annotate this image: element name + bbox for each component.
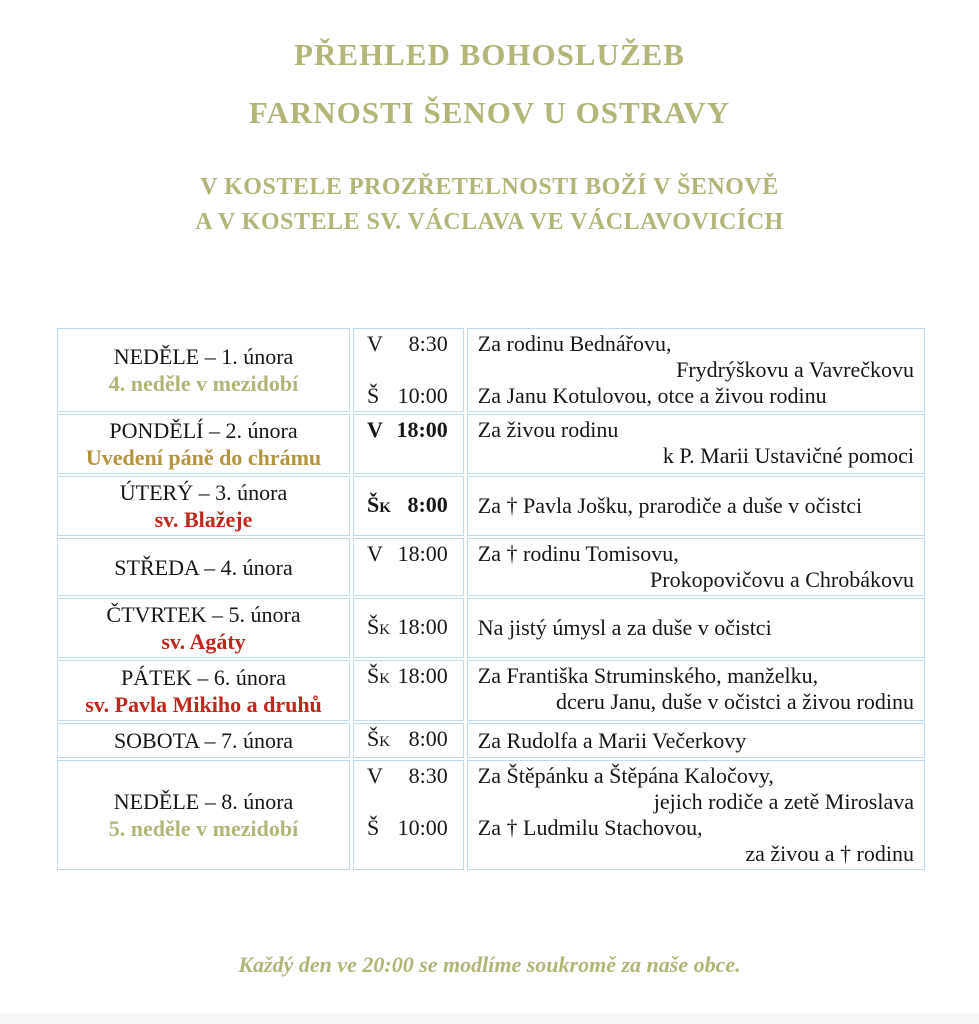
time-cell [353, 538, 464, 596]
church-letter: V [367, 331, 383, 356]
time-value: 10:00 [397, 383, 448, 408]
intention-line: za živou a † rodinu [745, 841, 914, 866]
table-row [57, 538, 925, 596]
time-value: 8:30 [408, 331, 448, 356]
church-letter: Š [367, 383, 380, 408]
time-entry [367, 417, 448, 443]
page-title-line1: PŘEHLED BOHOSLUŽEB [294, 37, 685, 72]
intention-cell [467, 660, 925, 721]
day-cell [57, 598, 350, 658]
church-letter: ŠK [367, 663, 391, 688]
intention-cell [467, 538, 925, 596]
header [0, 0, 979, 240]
day-cell [57, 538, 350, 596]
intention-line: Za rodinu Bednářovu, [477, 331, 672, 356]
time-cell [353, 723, 464, 758]
church-letter: V [367, 541, 383, 566]
feast-note: Uvedení páně do chrámu [85, 445, 322, 470]
time-cell [353, 760, 464, 870]
day-label: STŘEDA – 4. února [114, 554, 293, 580]
day-label: NEDĚLE – 8. února [113, 789, 294, 814]
day-label: PONDĚLÍ – 2. února [109, 418, 298, 443]
church-letter: V [367, 417, 383, 442]
day-cell [57, 476, 350, 536]
intention-line: Za Františka Struminského, manželku, [477, 663, 819, 688]
intention-cell [467, 414, 925, 474]
time-value: 18:00 [397, 541, 448, 566]
time-entry [367, 331, 448, 357]
feast-note: 5. neděle v mezidobí [108, 816, 299, 841]
time-spacer [367, 357, 448, 383]
intention-cell [467, 760, 925, 870]
church-letter: ŠK [367, 726, 391, 751]
intention-line: dceru Janu, duše v očistci a živou rodinu [555, 689, 914, 714]
day-cell [57, 723, 350, 758]
table-row [57, 660, 925, 721]
intention-line: Za † Ludmilu Stachovou, [477, 815, 703, 840]
day-label: SOBOTA – 7. února [113, 728, 294, 753]
intention-line: Frydrýškovu a Vavrečkovu [676, 357, 914, 382]
time-cell [353, 476, 464, 536]
day-label: PÁTEK – 6. února [121, 664, 286, 690]
time-spacer [367, 841, 448, 867]
time-value: 18:00 [397, 663, 448, 688]
feast-note: 4. neděle v mezidobí [108, 371, 299, 396]
schedule-table-body [57, 328, 925, 870]
time-value: 8:00 [408, 726, 448, 751]
day-label: NEDĚLE – 1. února [113, 344, 294, 369]
time-spacer [367, 567, 448, 593]
time-value: 18:00 [396, 417, 448, 442]
intention-line: Prokopovičovu a Chrobákovu [650, 567, 914, 592]
intention-line: Za živou rodinu [477, 417, 619, 442]
intention-line: Na jistý úmysl a za duše v očistci [477, 615, 772, 640]
subtitle-line2: A V KOSTELE SV. VÁCLAVA VE VÁCLAVOVICÍCH [195, 209, 784, 235]
intention-line: Za Rudolfa a Marii Večerkovy [477, 727, 747, 753]
intention-line: Za † rodinu Tomisovu, [477, 541, 679, 566]
day-cell [57, 328, 350, 412]
time-spacer [367, 692, 448, 718]
time-entry [367, 541, 448, 567]
time-entry [367, 492, 448, 521]
church-letter: V [367, 763, 383, 788]
time-cell [353, 660, 464, 721]
day-label: ÚTERÝ – 3. února [119, 480, 288, 505]
time-entry [367, 726, 448, 755]
schedule-table [54, 326, 928, 872]
intention-cell [467, 723, 925, 758]
day-label: ČTVRTEK – 5. února [106, 602, 301, 627]
chapel-letter: K [379, 621, 391, 638]
subtitle-line1: V KOSTELE PROZŘETELNOSTI BOŽÍ V ŠENOVĚ [200, 174, 779, 200]
church-letter: ŠK [367, 491, 391, 517]
intention-line: Za Štěpánku a Štěpána Kaločovy, [477, 763, 774, 788]
chapel-letter: K [379, 734, 391, 750]
time-value: 18:00 [397, 613, 448, 639]
day-cell [57, 660, 350, 721]
time-spacer [367, 443, 448, 469]
table-row [57, 760, 925, 870]
time-cell [353, 598, 464, 658]
table-row [57, 328, 925, 412]
time-entry [367, 383, 448, 409]
feast-note: sv. Pavla Mikiho a druhů [85, 691, 322, 717]
intention-cell [467, 328, 925, 412]
time-entry [367, 763, 448, 789]
intention-line: Za Janu Kotulovou, otce a živou rodinu [477, 383, 827, 408]
intention-line: Za † Pavla Jošku, prarodiče a duše v očistci [477, 493, 863, 518]
intention-cell [467, 598, 925, 658]
footer-note: Každý den ve 20:00 se modlíme soukromě za naše obce. [238, 952, 741, 977]
subtitle [0, 170, 979, 240]
time-value: 8:00 [407, 491, 448, 517]
intention-cell [467, 476, 925, 536]
table-row [57, 723, 925, 758]
chapel-letter: K [379, 499, 391, 516]
time-spacer [367, 789, 448, 815]
time-cell [353, 414, 464, 474]
bottom-edge-strip [0, 1013, 979, 1024]
table-row [57, 598, 925, 658]
day-cell [57, 414, 350, 474]
chapel-letter: K [379, 671, 391, 687]
time-entry [367, 815, 448, 841]
intention-line: jejich rodiče a zetě Miroslava [653, 789, 914, 814]
church-letter: Š [367, 815, 380, 840]
table-row [57, 414, 925, 474]
time-entry [367, 663, 448, 692]
day-cell [57, 760, 350, 870]
table-row [57, 476, 925, 536]
intention-line: k P. Marii Ustavičné pomoci [662, 443, 914, 468]
time-value: 10:00 [397, 815, 448, 840]
page-title-line2: FARNOSTI ŠENOV U OSTRAVY [248, 95, 731, 130]
time-value: 8:30 [408, 763, 448, 788]
feast-note: sv. Agáty [161, 629, 246, 654]
feast-note: sv. Blažeje [154, 507, 253, 532]
church-letter: ŠK [367, 613, 391, 639]
time-cell [353, 328, 464, 412]
time-entry [367, 614, 448, 643]
